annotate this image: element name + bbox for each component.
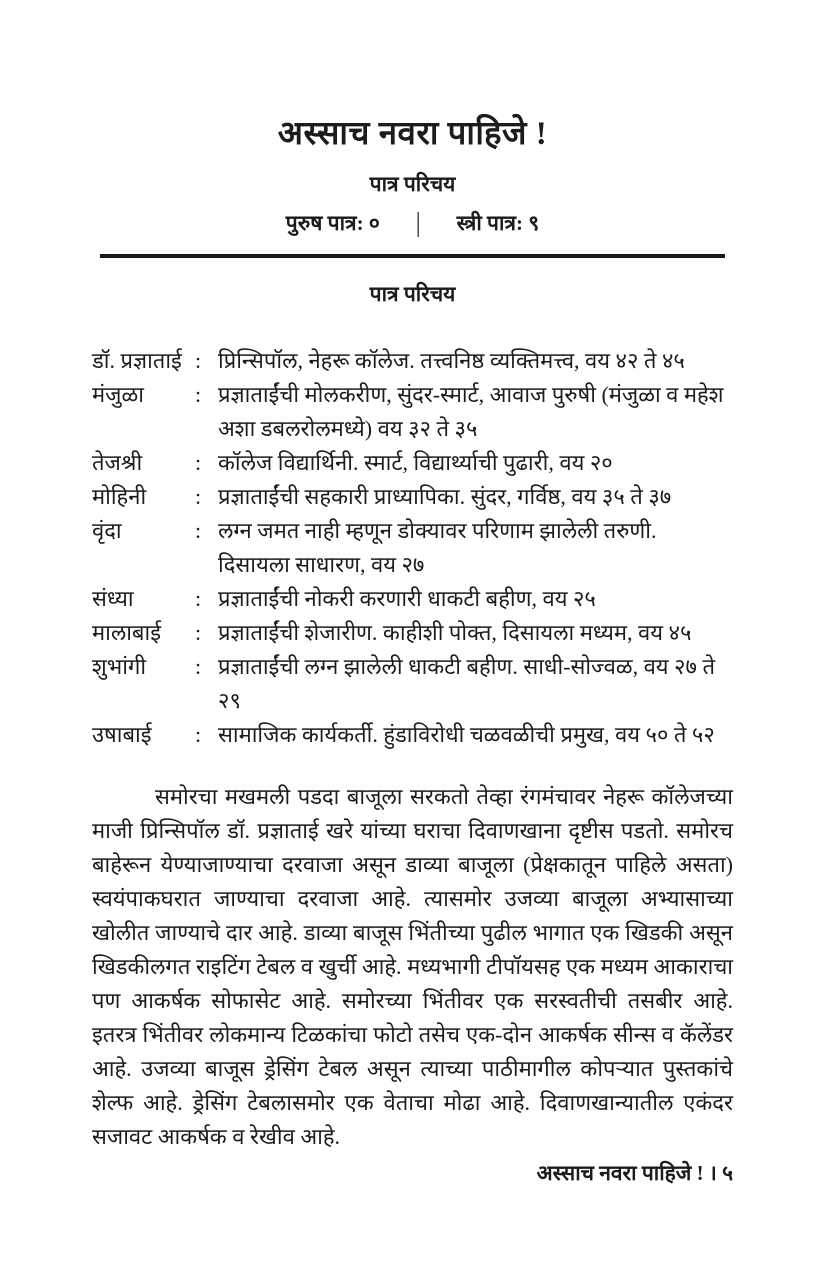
character-colon: : bbox=[195, 484, 202, 509]
character-row bbox=[92, 718, 733, 752]
character-description: प्रज्ञाताईंची मोलकरीण, सुंदर-स्मार्ट, आवाज पुरुषी (मंजुळा व महेश अशा डबलरोलमध्ये) वय ३२ ते ३५ bbox=[218, 382, 724, 441]
character-row bbox=[92, 344, 733, 378]
character-name: उषाबाई bbox=[92, 722, 152, 747]
character-name: मालाबाई bbox=[92, 620, 161, 645]
character-description: प्रज्ञाताईंची शेजारीण. काहीशी पोक्त, दिसायला मध्यम, वय ४५ bbox=[218, 620, 692, 645]
stage-directions-paragraph: समोरचा मखमली पडदा बाजूला सरकतो तेव्हा रंगमंचावर नेहरू कॉलेजच्या माजी प्रिन्सिपॉल डॉ. प्रज्ञाताई खरे यांच्या घराचा दिवाणखाना दृष्टीस पडतो. समोरच बाहेरून येण्याजाण्याचा दरवाजा असून डाव्या बाजूला (प्रेक्षकातून पाहिले असता) स्वयंपाकघरात जाण्याचा दरवाजा आहे. त्यासमोर उजव्या बाजूला अभ्यासाच्या खोलीत जाण्याचे दार आहे. डाव्या बाजूस भिंतीच्या पुढील भागात एक खिडकी असून खिडकीलगत राइटिंग टेबल व खुर्ची आहे. मध्यभागी टीपॉयसह एक मध्यम आकाराचा पण आकर्षक सोफासेट आहे. समोरच्या भिंतीवर एक सरस्वतीची तसबीर आहे. इतरत्र भिंतीवर लोकमान्य टिळकांचा फोटो तसेच एक-दोन आकर्षक सीन्स व कॅलेंडर आहे. उजव्या बाजूस ड्रेसिंग टेबल असून त्याच्या पाठीमागील कोपऱ्यात पुस्तकांचे शेल्फ आहे. ड्रेसिंग टेबलासमोर एक वेताचा मोढा आहे. दिवाणखान्यातील एकंदर सजावट आकर्षक व रेखीव आहे. bbox=[92, 784, 733, 1149]
character-list bbox=[92, 344, 733, 752]
character-name: तेजश्री bbox=[92, 450, 143, 475]
character-row bbox=[92, 378, 733, 446]
character-row bbox=[92, 446, 733, 480]
page-title: अस्साच नवरा पाहिजे ! bbox=[277, 116, 548, 152]
section-heading: पात्र परिचय bbox=[369, 282, 456, 306]
character-name: वृंदा bbox=[92, 518, 122, 543]
character-description: सामाजिक कार्यकर्ती. हुंडाविरोधी चळवळीची प्रमुख, वय ५० ते ५२ bbox=[218, 722, 715, 747]
character-name: शुभांगी bbox=[92, 654, 147, 679]
character-description: प्रज्ञाताईंची लग्न झालेली धाकटी बहीण. साधी-सोज्वळ, वय २७ ते २९ bbox=[218, 654, 715, 713]
character-name: डॉ. प्रज्ञाताई bbox=[92, 348, 182, 373]
character-colon: : bbox=[195, 722, 202, 747]
character-name: संध्या bbox=[92, 586, 134, 611]
character-row bbox=[92, 650, 733, 718]
character-colon: : bbox=[195, 518, 202, 543]
character-row bbox=[92, 616, 733, 650]
character-colon: : bbox=[195, 620, 202, 645]
horizontal-rule bbox=[100, 254, 725, 258]
character-colon: : bbox=[195, 348, 202, 373]
character-name: मंजुळा bbox=[92, 382, 144, 407]
character-description: प्रज्ञाताईंची सहकारी प्राध्यापिका. सुंदर, गर्विष्ठ, वय ३५ ते ३७ bbox=[218, 484, 672, 509]
page-content bbox=[92, 112, 733, 1154]
character-description: प्रज्ञाताईंची नोकरी करणारी धाकटी बहीण, वय २५ bbox=[218, 586, 596, 611]
cast-intro-subtitle: पात्र परिचय bbox=[369, 172, 456, 196]
character-description: लग्न जमत नाही म्हणून डोक्यावर परिणाम झालेली तरुणी. दिसायला साधारण, वय २७ bbox=[218, 518, 657, 577]
character-colon: : bbox=[195, 654, 202, 679]
character-description: प्रिन्सिपॉल, नेहरू कॉलेज. तत्त्वनिष्ठ व्यक्तिमत्त्व, वय ४२ ते ४५ bbox=[218, 348, 685, 373]
character-colon: : bbox=[195, 586, 202, 611]
female-cast-count: स्त्री पात्र: ९ bbox=[456, 211, 540, 235]
character-row bbox=[92, 480, 733, 514]
page-footer: अस्साच नवरा पाहिजे ! । ५ bbox=[536, 1161, 733, 1185]
cast-counts-line bbox=[92, 208, 733, 238]
male-cast-count: पुरुष पात्र: ० bbox=[285, 211, 380, 235]
character-description: कॉलेज विद्यार्थिनी. स्मार्ट, विद्यार्थ्याची पुढारी, वय २० bbox=[218, 450, 613, 475]
character-row bbox=[92, 582, 733, 616]
character-colon: : bbox=[195, 382, 202, 407]
vertical-divider: | bbox=[415, 208, 421, 238]
character-row bbox=[92, 514, 733, 582]
character-name: मोहिनी bbox=[92, 484, 147, 509]
character-colon: : bbox=[195, 450, 202, 475]
